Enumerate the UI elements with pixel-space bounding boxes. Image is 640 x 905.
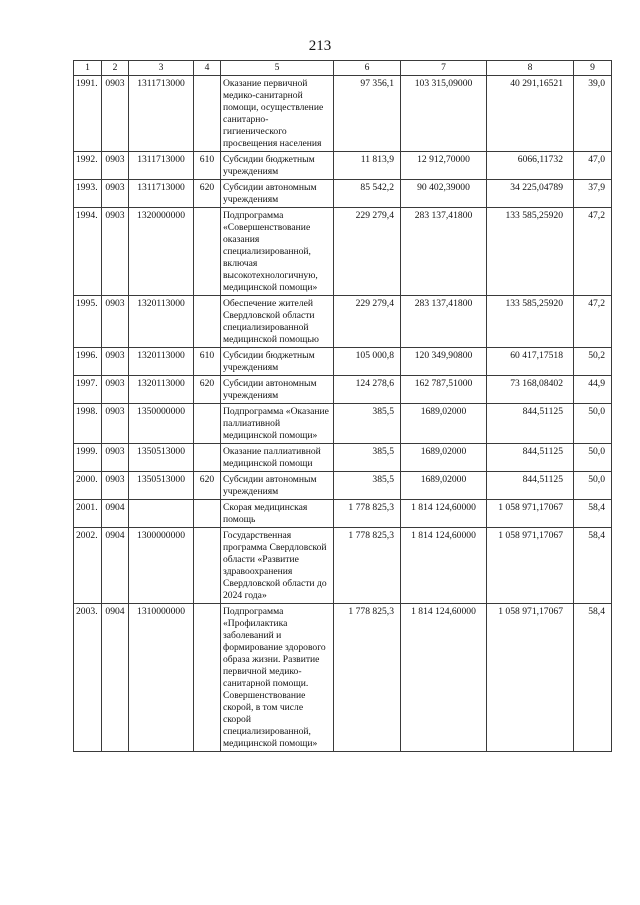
target-code-cell: 1320113000 — [129, 376, 194, 404]
budget-table — [73, 60, 612, 752]
executed-amount-cell: 34 225,04789 — [487, 180, 574, 208]
table-body — [74, 76, 612, 752]
row-number-cell: 1996. — [74, 348, 102, 376]
section-code-cell: 0903 — [102, 76, 129, 152]
row-number-cell: 2002. — [74, 528, 102, 604]
approved-amount-cell: 385,5 — [334, 472, 401, 500]
planned-amount-cell: 1689,02000 — [401, 404, 487, 444]
column-header: 5 — [221, 61, 334, 76]
target-code-cell: 1320000000 — [129, 208, 194, 296]
section-code-cell: 0904 — [102, 604, 129, 752]
item-name-cell: Оказание паллиативной медицинской помощи — [221, 444, 334, 472]
approved-amount-cell: 1 778 825,3 — [334, 528, 401, 604]
executed-amount-cell: 1 058 971,17067 — [487, 500, 574, 528]
row-number-cell: 1992. — [74, 152, 102, 180]
table-row — [74, 348, 612, 376]
table-row — [74, 296, 612, 348]
approved-amount-cell: 85 542,2 — [334, 180, 401, 208]
percent-cell: 50,0 — [574, 404, 612, 444]
approved-amount-cell: 1 778 825,3 — [334, 604, 401, 752]
planned-amount-cell: 162 787,51000 — [401, 376, 487, 404]
item-name-cell: Субсидии бюджетным учреждениям — [221, 348, 334, 376]
planned-amount-cell: 1 814 124,60000 — [401, 528, 487, 604]
planned-amount-cell: 1689,02000 — [401, 444, 487, 472]
executed-amount-cell: 1 058 971,17067 — [487, 604, 574, 752]
executed-amount-cell: 844,51125 — [487, 472, 574, 500]
target-code-cell: 1300000000 — [129, 528, 194, 604]
target-code-cell: 1320113000 — [129, 348, 194, 376]
executed-amount-cell: 60 417,17518 — [487, 348, 574, 376]
planned-amount-cell: 1 814 124,60000 — [401, 500, 487, 528]
column-header: 9 — [574, 61, 612, 76]
target-code-cell: 1350513000 — [129, 472, 194, 500]
column-header: 6 — [334, 61, 401, 76]
column-header: 2 — [102, 61, 129, 76]
expense-type-cell — [194, 404, 221, 444]
planned-amount-cell: 1689,02000 — [401, 472, 487, 500]
table-row — [74, 180, 612, 208]
table-row — [74, 76, 612, 152]
section-code-cell: 0904 — [102, 528, 129, 604]
item-name-cell: Субсидии автономным учреждениям — [221, 180, 334, 208]
table-row — [74, 528, 612, 604]
percent-cell: 47,2 — [574, 208, 612, 296]
percent-cell: 47,0 — [574, 152, 612, 180]
approved-amount-cell: 229 279,4 — [334, 296, 401, 348]
percent-cell: 44,9 — [574, 376, 612, 404]
expense-type-cell: 620 — [194, 472, 221, 500]
section-code-cell: 0903 — [102, 208, 129, 296]
expense-type-cell — [194, 76, 221, 152]
expense-type-cell: 610 — [194, 348, 221, 376]
percent-cell: 58,4 — [574, 604, 612, 752]
planned-amount-cell: 1 814 124,60000 — [401, 604, 487, 752]
row-number-cell: 1995. — [74, 296, 102, 348]
table-row — [74, 604, 612, 752]
expense-type-cell — [194, 208, 221, 296]
table-row — [74, 376, 612, 404]
target-code-cell — [129, 500, 194, 528]
target-code-cell: 1310000000 — [129, 604, 194, 752]
percent-cell: 50,0 — [574, 472, 612, 500]
expense-type-cell — [194, 604, 221, 752]
executed-amount-cell: 40 291,16521 — [487, 76, 574, 152]
percent-cell: 47,2 — [574, 296, 612, 348]
table-row — [74, 208, 612, 296]
executed-amount-cell: 73 168,08402 — [487, 376, 574, 404]
percent-cell: 39,0 — [574, 76, 612, 152]
row-number-cell: 1998. — [74, 404, 102, 444]
executed-amount-cell: 133 585,25920 — [487, 296, 574, 348]
column-header: 7 — [401, 61, 487, 76]
item-name-cell: Субсидии автономным учреждениям — [221, 472, 334, 500]
item-name-cell: Подпрограмма «Оказание паллиативной медицинской помощи» — [221, 404, 334, 444]
table-row — [74, 404, 612, 444]
item-name-cell: Субсидии бюджетным учреждениям — [221, 152, 334, 180]
approved-amount-cell: 97 356,1 — [334, 76, 401, 152]
executed-amount-cell: 844,51125 — [487, 404, 574, 444]
approved-amount-cell: 1 778 825,3 — [334, 500, 401, 528]
expense-type-cell — [194, 528, 221, 604]
approved-amount-cell: 11 813,9 — [334, 152, 401, 180]
executed-amount-cell: 1 058 971,17067 — [487, 528, 574, 604]
table-row — [74, 444, 612, 472]
planned-amount-cell: 283 137,41800 — [401, 208, 487, 296]
section-code-cell: 0903 — [102, 180, 129, 208]
section-code-cell: 0903 — [102, 348, 129, 376]
percent-cell: 58,4 — [574, 528, 612, 604]
row-number-cell: 1993. — [74, 180, 102, 208]
section-code-cell: 0903 — [102, 472, 129, 500]
percent-cell: 50,0 — [574, 444, 612, 472]
section-code-cell: 0903 — [102, 152, 129, 180]
target-code-cell: 1320113000 — [129, 296, 194, 348]
column-header: 8 — [487, 61, 574, 76]
approved-amount-cell: 124 278,6 — [334, 376, 401, 404]
executed-amount-cell: 844,51125 — [487, 444, 574, 472]
planned-amount-cell: 103 315,09000 — [401, 76, 487, 152]
item-name-cell: Подпрограмма «Совершенствование оказания специализированной, включая высокотехнологичную, медицинской помощи» — [221, 208, 334, 296]
approved-amount-cell: 385,5 — [334, 444, 401, 472]
row-number-cell: 1991. — [74, 76, 102, 152]
planned-amount-cell: 90 402,39000 — [401, 180, 487, 208]
row-number-cell: 1999. — [74, 444, 102, 472]
column-header: 4 — [194, 61, 221, 76]
percent-cell: 50,2 — [574, 348, 612, 376]
item-name-cell: Субсидии автономным учреждениям — [221, 376, 334, 404]
expense-type-cell: 620 — [194, 180, 221, 208]
section-code-cell: 0903 — [102, 296, 129, 348]
item-name-cell: Подпрограмма «Профилактика заболеваний и формирование здорового образа жизни. Развитие первичной медико-санитарной помощи. Совершенствование скорой, в том числе скорой специализированной, медицинской помощи» — [221, 604, 334, 752]
row-number-cell: 2000. — [74, 472, 102, 500]
expense-type-cell: 620 — [194, 376, 221, 404]
column-header: 1 — [74, 61, 102, 76]
table-row — [74, 152, 612, 180]
item-name-cell: Скорая медицинская помощь — [221, 500, 334, 528]
target-code-cell: 1350000000 — [129, 404, 194, 444]
planned-amount-cell: 283 137,41800 — [401, 296, 487, 348]
expense-type-cell — [194, 444, 221, 472]
target-code-cell: 1311713000 — [129, 152, 194, 180]
table-row — [74, 472, 612, 500]
row-number-cell: 2003. — [74, 604, 102, 752]
row-number-cell: 1994. — [74, 208, 102, 296]
row-number-cell: 1997. — [74, 376, 102, 404]
table-row — [74, 500, 612, 528]
expense-type-cell: 610 — [194, 152, 221, 180]
approved-amount-cell: 385,5 — [334, 404, 401, 444]
section-code-cell: 0904 — [102, 500, 129, 528]
approved-amount-cell: 105 000,8 — [334, 348, 401, 376]
section-code-cell: 0903 — [102, 376, 129, 404]
column-header: 3 — [129, 61, 194, 76]
section-code-cell: 0903 — [102, 444, 129, 472]
item-name-cell: Оказание первичной медико-санитарной помощи, осуществление санитарно-гигиенического просвещения населения — [221, 76, 334, 152]
expense-type-cell — [194, 296, 221, 348]
section-code-cell: 0903 — [102, 404, 129, 444]
expense-type-cell — [194, 500, 221, 528]
executed-amount-cell: 6066,11732 — [487, 152, 574, 180]
target-code-cell: 1311713000 — [129, 180, 194, 208]
target-code-cell: 1311713000 — [129, 76, 194, 152]
approved-amount-cell: 229 279,4 — [334, 208, 401, 296]
percent-cell: 58,4 — [574, 500, 612, 528]
row-number-cell: 2001. — [74, 500, 102, 528]
planned-amount-cell: 120 349,90800 — [401, 348, 487, 376]
target-code-cell: 1350513000 — [129, 444, 194, 472]
page-number: 213 — [308, 38, 332, 54]
percent-cell: 37,9 — [574, 180, 612, 208]
item-name-cell: Государственная программа Свердловской области «Развитие здравоохранения Свердловской области до 2024 года» — [221, 528, 334, 604]
item-name-cell: Обеспечение жителей Свердловской области специализированной медицинской помощью — [221, 296, 334, 348]
planned-amount-cell: 12 912,70000 — [401, 152, 487, 180]
header-row — [74, 61, 612, 76]
executed-amount-cell: 133 585,25920 — [487, 208, 574, 296]
